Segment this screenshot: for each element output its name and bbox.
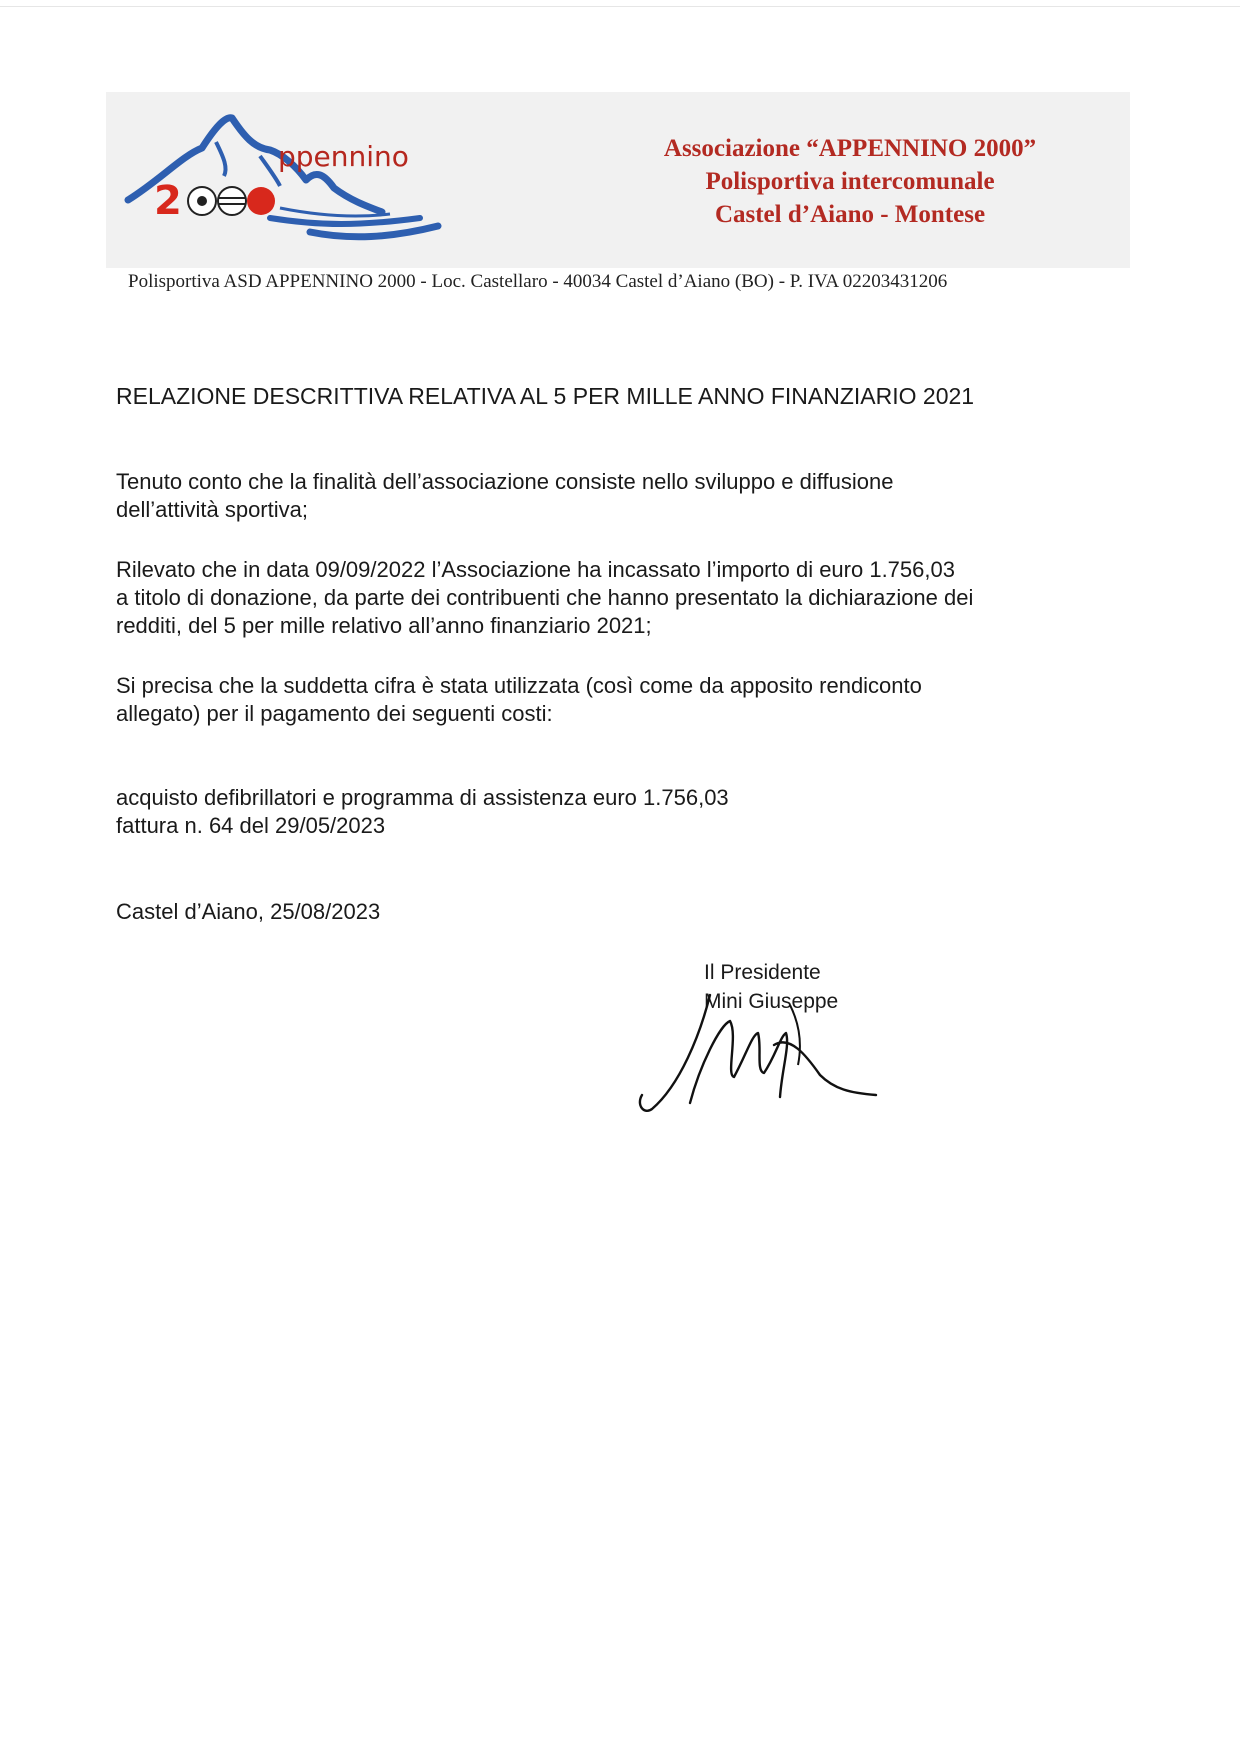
letterhead-address: Polisportiva ASD APPENNINO 2000 - Loc. Castellaro - 40034 Castel d’Aiano (BO) - P. IVA 02203431206 — [128, 271, 948, 292]
place-date: Castel d’Aiano, 25/08/2023 — [116, 899, 381, 924]
paragraph-3-line-2: allegato) per il pagamento dei seguenti costi: — [116, 701, 553, 726]
paragraph-3-line-1: Si precisa che la suddetta cifra è stata utilizzata (così come da apposito rendiconto — [116, 673, 922, 698]
organization-location: Castel d’Aiano - Montese — [714, 201, 986, 228]
scan-edge-line — [0, 6, 1240, 7]
invoice-line: fattura n. 64 del 29/05/2023 — [116, 813, 386, 838]
expense-line: acquisto defibrillatori e programma di assistenza euro 1.756,03 — [116, 785, 729, 810]
document-title: RELAZIONE DESCRITTIVA RELATIVA AL 5 PER MILLE ANNO FINANZIARIO 2021 — [116, 383, 975, 409]
paragraph-2-line-1: Rilevato che in data 09/09/2022 l’Associazione ha incassato l’importo di euro 1.756,03 — [116, 557, 955, 582]
logo-wordmark: ppennino — [278, 140, 409, 173]
organization-name-block — [600, 132, 1100, 231]
organization-type: Polisportiva intercomunale — [705, 168, 995, 195]
paragraph-1-line-1: Tenuto conto che la finalità dell’associazione consiste nello sviluppo e diffusione — [116, 469, 894, 494]
signatory-role: Il Presidente — [704, 961, 821, 984]
paragraph-1-line-2: dell’attività sportiva; — [116, 497, 308, 522]
mountain-logo-icon — [120, 108, 460, 248]
logo-ball-basket — [247, 187, 275, 215]
handwritten-signature — [630, 985, 910, 1125]
organization-name: Associazione “APPENNINO 2000” — [663, 135, 1037, 162]
signatory-name: Mini Giuseppe — [704, 990, 839, 1013]
logo-numeral-two: 2 — [154, 178, 182, 224]
paragraph-2-line-3: redditi, del 5 per mille relativo all’anno finanziario 2021; — [116, 613, 652, 638]
logo-ball-volley — [218, 187, 246, 215]
paragraph-2-line-2: a titolo di donazione, da parte dei contribuenti che hanno presentato la dichiarazione dei — [116, 585, 974, 610]
